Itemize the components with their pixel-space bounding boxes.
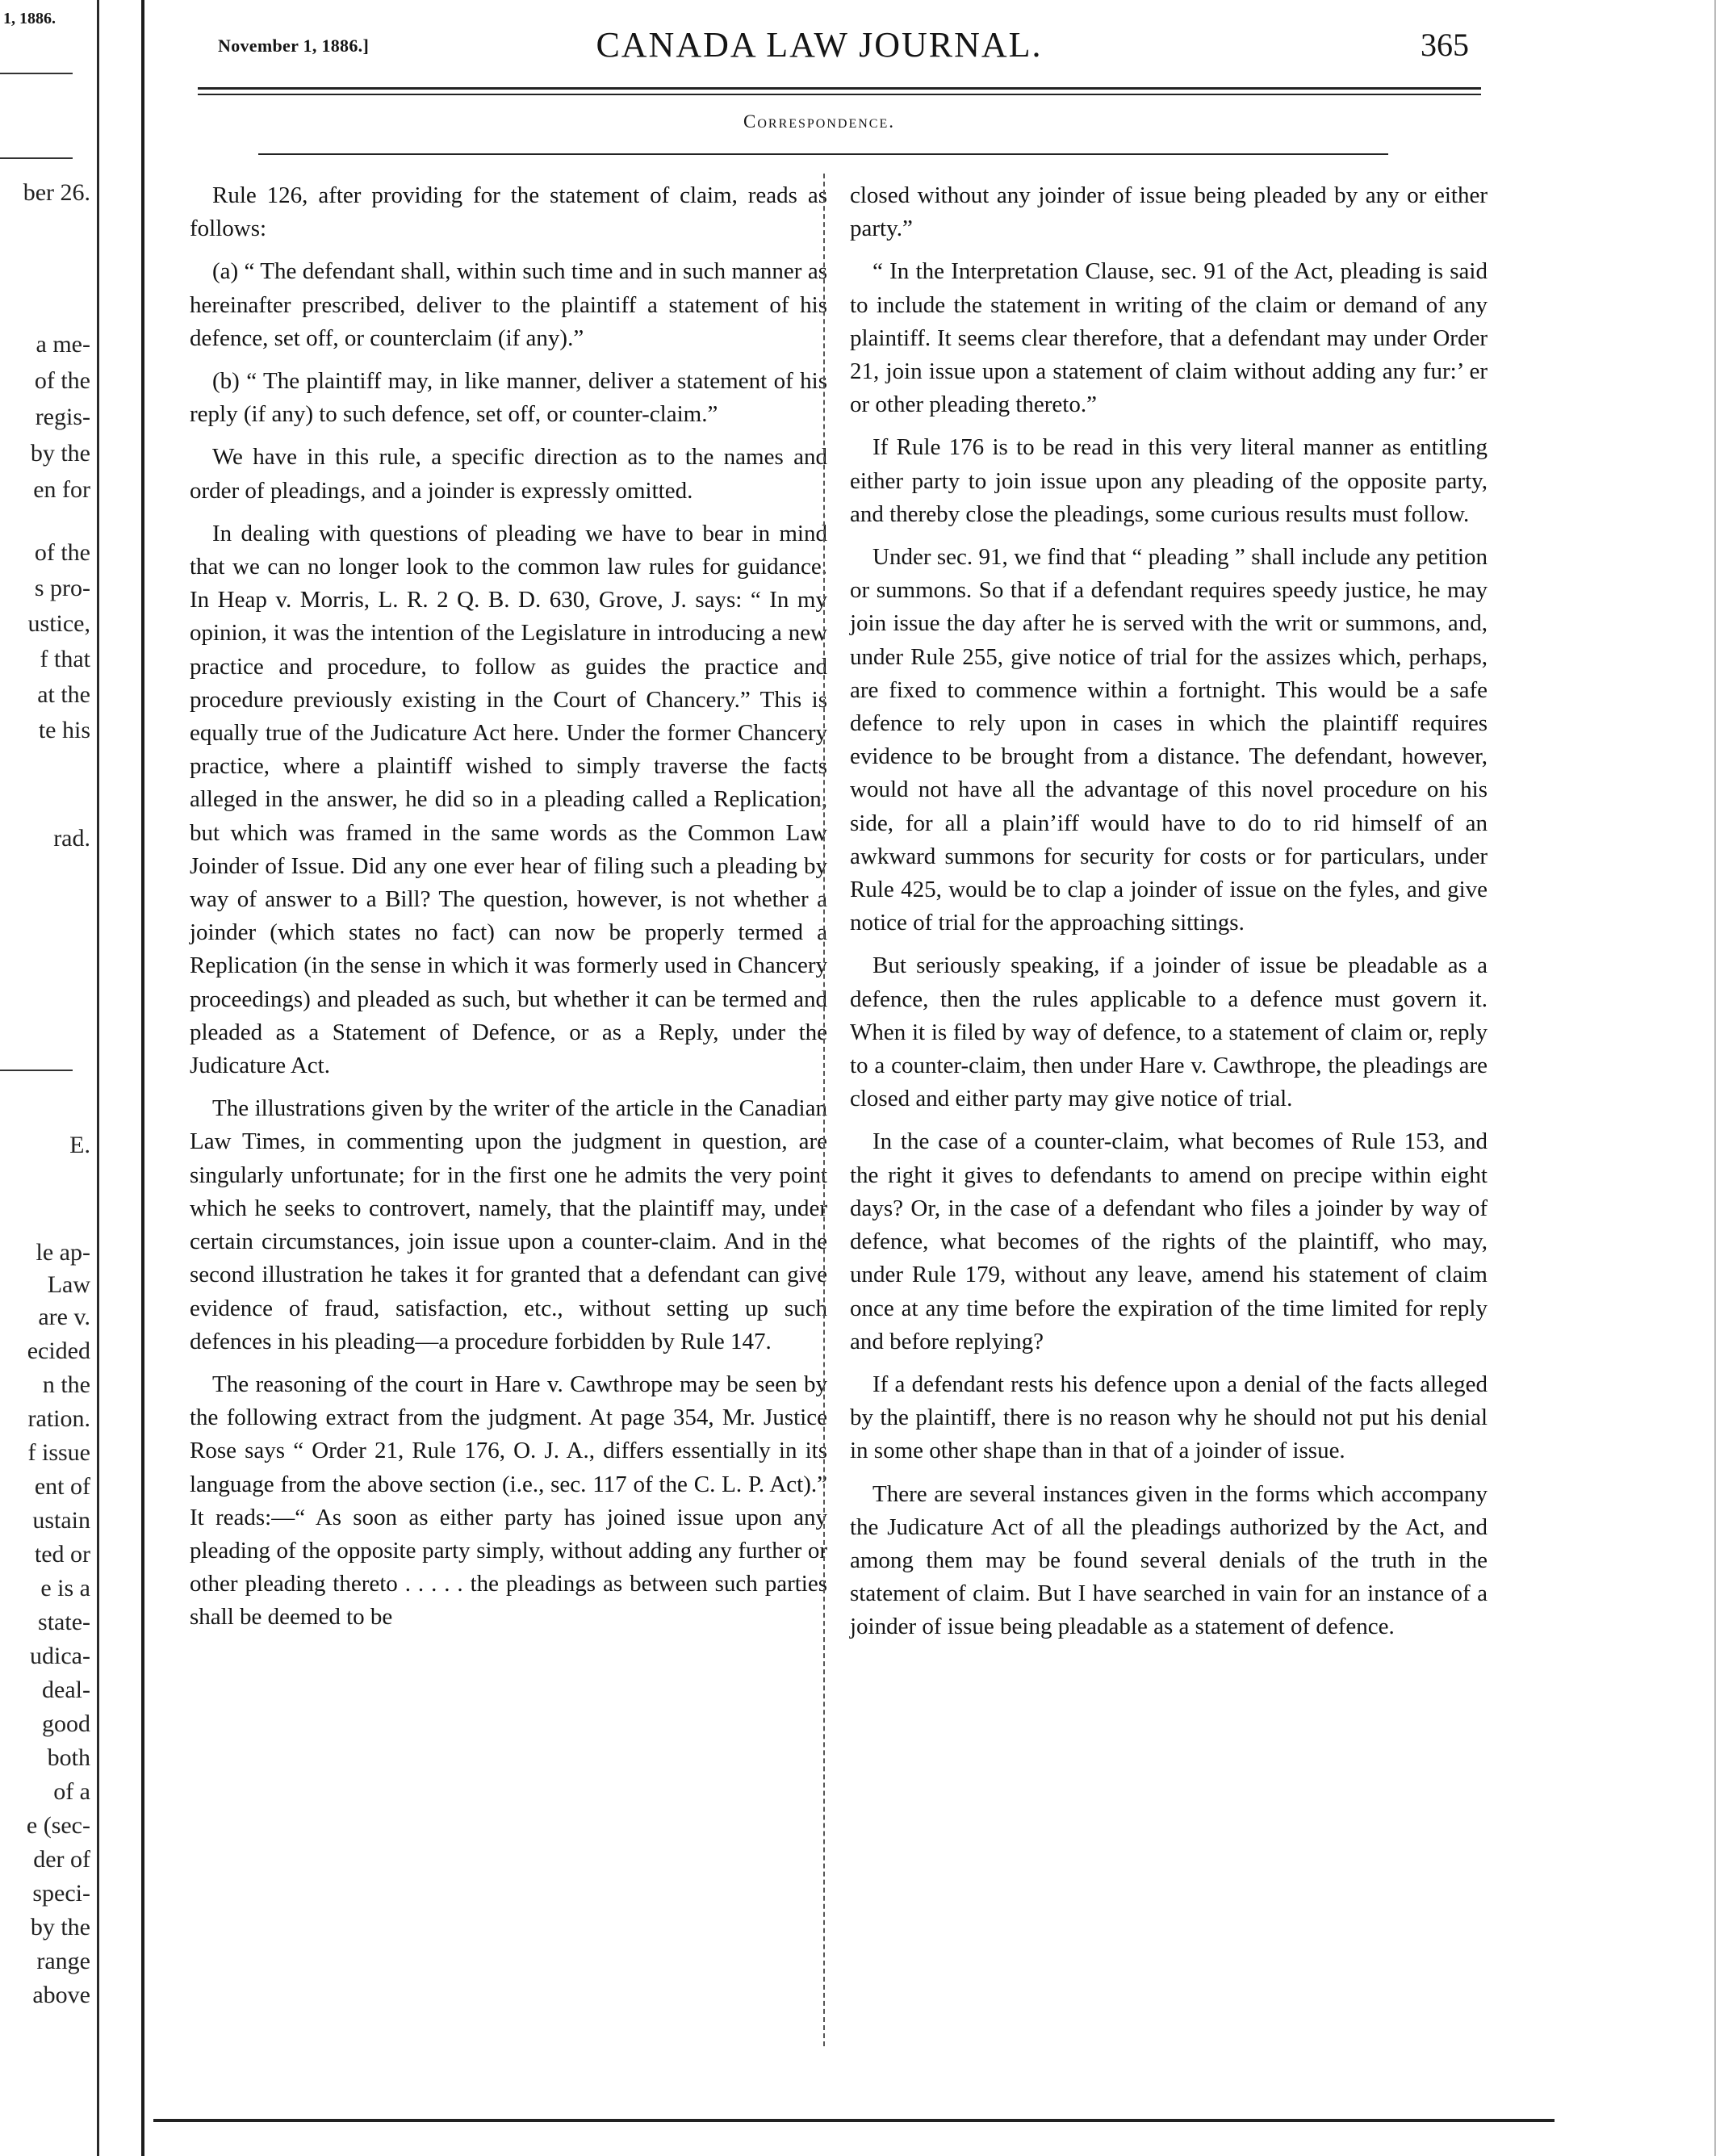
paragraph: In the case of a counter-claim, what becomes of Rule 153, and the right it gives to defendants to amend on precipe within eight days? Or, in the case of a defendant who files a joinder by way of defence, what becomes of the rights of the plaintiff, who may, under Rule 179, without any leave, amend his statement of claim once at any time before the expiration of the time limited for reply and before replying? — [850, 1128, 1488, 1354]
paragraph: We have in this rule, a specific direction as to the names and order of pleadings, and a joinder is expressly omitted. — [190, 444, 827, 504]
previous-page-fragment: both — [47, 1744, 90, 1771]
previous-page-fragment: Law — [47, 1271, 90, 1298]
previous-page-date: 1, 1886. — [3, 10, 56, 27]
previous-page-fragment: regis- — [35, 404, 90, 430]
previous-page-fragment: te his — [38, 717, 90, 743]
previous-page-fragment: ber 26. — [23, 179, 90, 206]
previous-page-fragment: ent of — [34, 1473, 90, 1500]
previous-page-fragment: at the — [37, 681, 90, 708]
previous-page-fragment: of the — [34, 539, 90, 566]
paragraph: Under sec. 91, we find that “ pleading ” shall include any petition or summons. So that if a defendant requires speedy justice, he may join issue the day after he is served with the writ or summons, and, under Rule 255, give notice of trial for the assizes which, perhaps, are fixed to commence within a fortnight. This would be a safe defence to rely upon in cases in which the plaintiff requires evidence to be brought from a distance. The defendant, however, would not have all the advantage of this novel procedure on his side, for all a plain’iff would have to do to rid himself of an awkward summons for security for costs or for particulars, under Rule 425, would be to clap a joinder of issue on the fyles, and give notice of trial for the approaching sittings. — [850, 544, 1488, 936]
previous-page-fragment: E. — [69, 1132, 90, 1158]
previous-page-fragment: ustain — [32, 1507, 90, 1534]
previous-page-fragment: are v. — [38, 1304, 90, 1330]
previous-page-fragment: le ap- — [36, 1239, 90, 1266]
previous-page-fragment: ecided — [27, 1338, 90, 1364]
paragraph: There are several instances given in the forms which accompany the Judicature Act of all the pleadings authorized by the Act, and among them may be found several denials of the truth in the statement of claim. But I have searched in vain for an instance of a joinder of issue being pleadable as a statement of defence. — [850, 1480, 1488, 1640]
previous-page-fragment: deal- — [42, 1677, 90, 1703]
previous-page-fragment: a me- — [36, 331, 90, 358]
previous-page-fragment: en for — [33, 476, 90, 503]
bottom-rule — [153, 2119, 1555, 2122]
previous-page-fragment: ration. — [27, 1405, 90, 1432]
previous-page-rule — [0, 157, 73, 159]
paragraph: closed without any joinder of issue being pleaded by any or either party.” — [850, 182, 1488, 242]
previous-page-fragment: of the — [34, 367, 90, 394]
issue-date: November 1, 1886.] — [218, 36, 370, 56]
previous-page-fragment: f issue — [27, 1439, 90, 1466]
previous-page-fragment: state- — [38, 1609, 90, 1635]
left-column — [190, 179, 827, 1644]
paragraph: “ In the Interpretation Clause, sec. 91 of the Act, pleading is said to include the statement in writing of the claim or demand of any plaintiff. It seems clear therefore, that a defendant may under Order 21, join issue upon a statement of claim without adding any fur:’ er or other pleading thereto.” — [850, 258, 1488, 418]
paragraph: If Rule 176 is to be read in this very literal manner as entitling either party to join issue upon any pleading of the opposite party, and thereby close the pleadings, some curious results must follow. — [850, 434, 1488, 527]
previous-page-fragment: e is a — [40, 1575, 90, 1601]
previous-page-fragment: f that — [40, 646, 90, 672]
previous-page-fragment: by the — [30, 440, 90, 467]
page-edge — [1714, 0, 1724, 2156]
previous-page-fragment: speci- — [32, 1880, 90, 1907]
previous-page-fragment: ted or — [34, 1541, 90, 1568]
header-rule — [198, 87, 1481, 90]
column-divider — [823, 174, 825, 2046]
header-rule — [198, 94, 1481, 95]
section-title: Correspondence. — [743, 111, 895, 132]
paragraph: The illustrations given by the writer of the article in the Canadian Law Times, in commenting upon the judgment in question, are singularly unfortunate; for in the first one he admits the very point which he seeks to controvert, namely, that the plaintiff may, under certain circumstances, join issue upon a counter-claim. And in the second illustration he takes it for granted that a defendant can give evidence of fraud, satisfaction, etc., without setting up such defences in his pleading—a procedure forbidden by Rule 147. — [190, 1095, 827, 1354]
previous-page-fragment: n the — [42, 1371, 90, 1398]
page-gutter-line — [141, 0, 144, 2156]
previous-page-fragment: above — [32, 1982, 90, 2008]
paragraph: The reasoning of the court in Hare v. Cawthrope may be seen by the following extract from the judgment. At page 354, Mr. Justice Rose says “ Order 21, Rule 176, O. J. A., differs essentially in its language from the above section (i.e., sec. 117 of the C. L. P. Act).” It reads:—“ As soon as either party has joined issue upon any pleading of the opposite party simply, without adding any further or other pleading thereto . . . . . the pleadings as between such parties shall be deemed to be — [190, 1371, 827, 1631]
journal-title: CANADA LAW JOURNAL. — [596, 25, 1043, 65]
previous-page-fragment: e (sec- — [26, 1812, 90, 1839]
right-column — [850, 179, 1488, 1654]
previous-page-rule — [0, 1070, 73, 1071]
paragraph: (a) “ The defendant shall, within such time and in such manner as hereinafter prescribed, deliver to the plaintiff a statement of his defence, set off, or counterclaim (if any).” — [190, 258, 827, 351]
previous-page-edge — [0, 0, 99, 2156]
running-header — [169, 18, 1469, 74]
previous-page-fragment: rad. — [53, 825, 90, 852]
previous-page-fragment: range — [36, 1948, 90, 1974]
section-rule — [258, 153, 1388, 155]
previous-page-fragment: udica- — [30, 1643, 90, 1669]
previous-page-fragment: ustice, — [27, 610, 90, 637]
previous-page-fragment: by the — [30, 1914, 90, 1940]
previous-page-fragment: of a — [53, 1778, 90, 1805]
previous-page-fragment: good — [42, 1710, 90, 1737]
previous-page-fragment: s pro- — [34, 575, 90, 601]
previous-page-rule — [0, 73, 73, 74]
paragraph: Rule 126, after providing for the statement of claim, reads as follows: — [190, 182, 827, 242]
paragraph: In dealing with questions of pleading we have to bear in mind that we can no longer look to the common law rules for guidance. In Heap v. Morris, L. R. 2 Q. B. D. 630, Grove, J. says: “ In my opinion, it was the intention of the Legislature in introducing a new practice and procedure, to follow as guides the practice and procedure previously existing in the Court of Chancery.” This is equally true of the Judicature Act here. Under the former Chancery practice, where a plaintiff wished to simply traverse the facts alleged in the answer, he did so in a pleading called a Replication, but which was framed in the same words as the Common Law Joinder of Issue. Did any one ever hear of filing such a pleading by way of answer to a Bill? The question, however, is not whether a joinder (which states no fact) can now be properly termed a Replication (in the sense in which it was formerly used in Chancery proceedings) and pleaded as such, but whether it can be termed and pleaded as a Statement of Defence, or as a Reply, under the Judicature Act. — [190, 520, 827, 1079]
paragraph: (b) “ The plaintiff may, in like manner, deliver a statement of his reply (if any) to such defence, set off, or counter-claim.” — [190, 368, 827, 428]
paragraph: If a defendant rests his defence upon a denial of the facts alleged by the plaintiff, there is no reason why he should not put his denial in some other shape than in that of a joinder of issue. — [850, 1371, 1488, 1464]
previous-page-fragment: der of — [33, 1846, 90, 1873]
page-number: 365 — [1421, 27, 1469, 63]
paragraph: But seriously speaking, if a joinder of issue be pleadable as a defence, then the rules applicable to a defence must govern it. When it is filed by way of defence, to a statement of claim or, reply to a counter-claim, then under Hare v. Cawthrope, the pleadings are closed and either party may give notice of trial. — [850, 952, 1488, 1112]
